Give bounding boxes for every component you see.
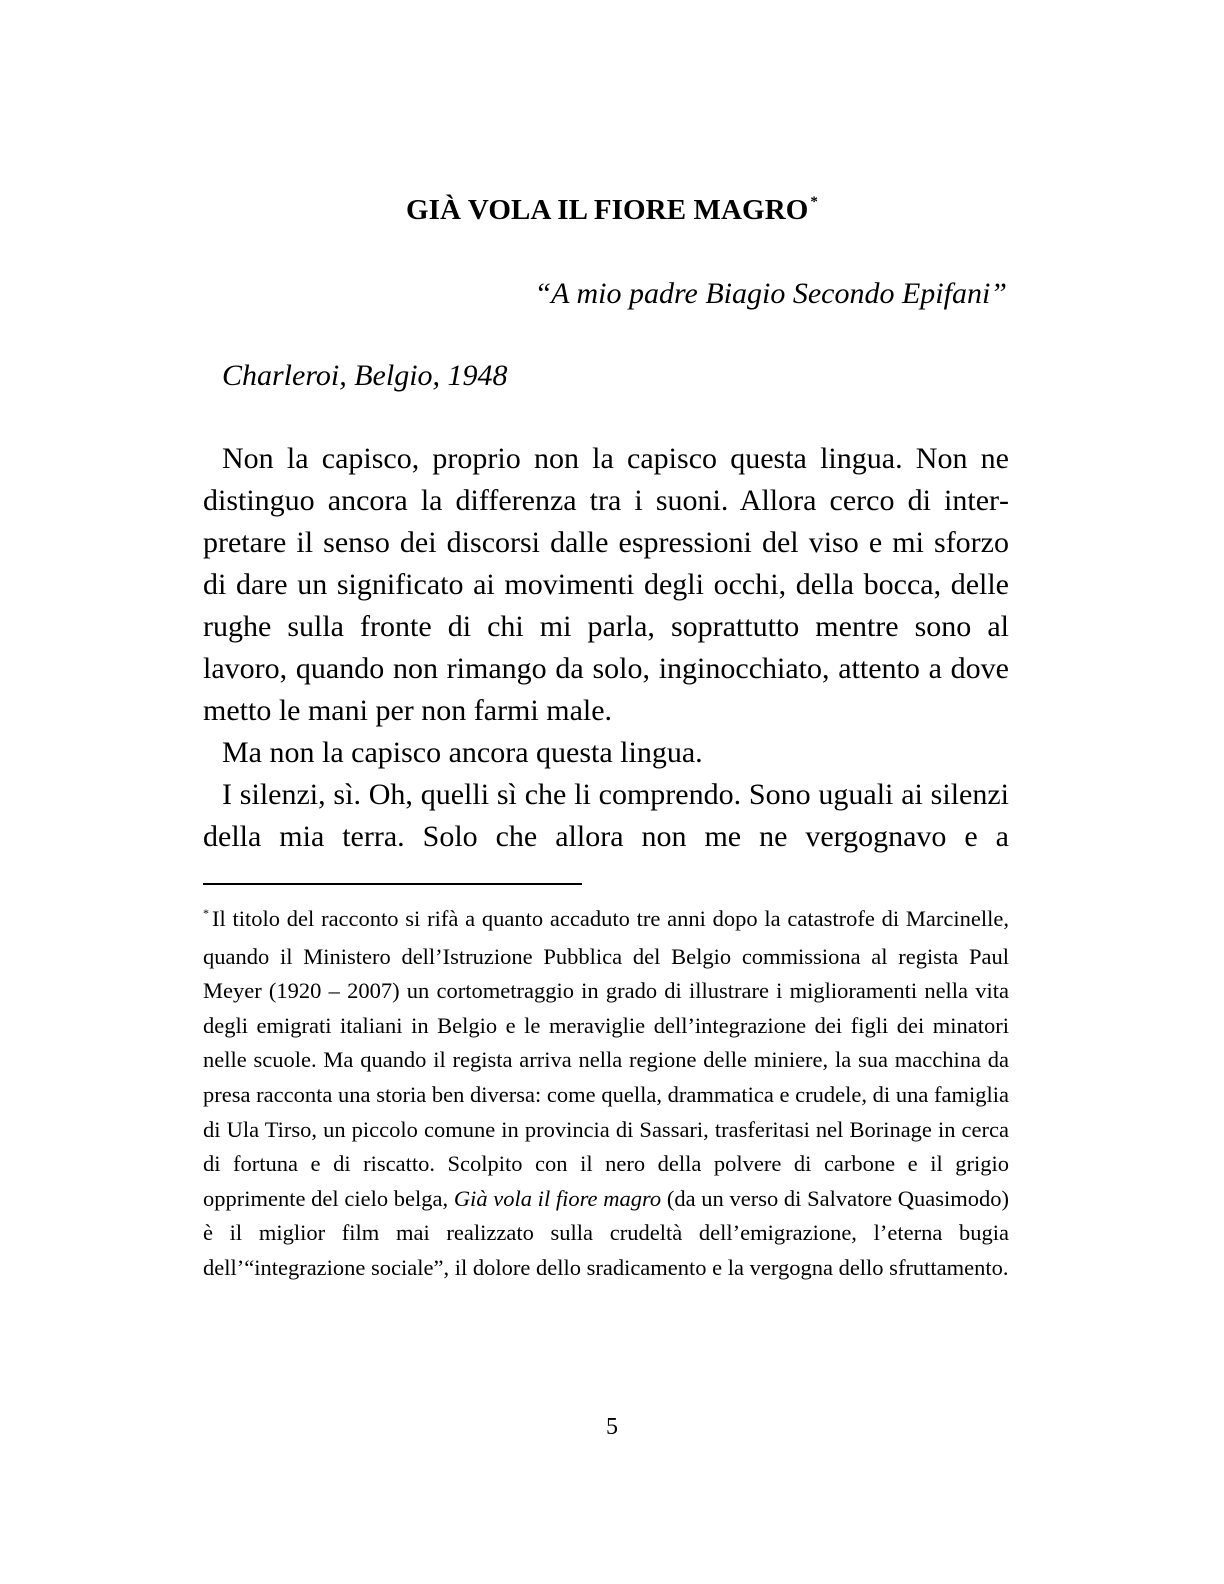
title-footnote-mark: * (810, 194, 819, 210)
body-paragraph: Non la capisco, proprio non la capisco questa lingua. Non ne distinguo ancora la differenza tra i suoni. Allora cerco di interpretare il senso dei discorsi dalle espressioni del viso e mi sforzo di dare un significato ai movimenti degli occhi, della bocca, delle rughe sulla fronte di chi mi parla, soprattutto mentre sono al lavoro, quando non rimango da solo, inginocchiato, attento a dove metto le mani per non farmi male. (203, 442, 1009, 727)
footnote-mark: * (203, 906, 209, 920)
footnote (203, 902, 1009, 1286)
page-number: 5 (606, 1414, 618, 1440)
place-date: Charleroi, Belgio, 1948 (222, 359, 508, 392)
dedication: “A mio padre Biagio Secondo Epifani” (534, 277, 1007, 310)
body-paragraph: Ma non la capisco ancora questa lingua. (222, 736, 703, 769)
body-text (203, 438, 1009, 858)
footnote-text-part-1: Il titolo del racconto si rifà a quanto accaduto tre anni dopo la catastrofe di Marcinelle, quando il Ministero dell’Istruzione Pubblica del Belgio commissiona al regista Paul Meyer (1920 – 2007) un cortometraggio in grado di illustrare i miglioramenti nella vita degli emigrati italiani in Belgio e le meraviglie dell’integrazione dei figli dei minatori nelle scuole. Ma quando il regista arriva nella regione delle miniere, la sua macchina da presa racconta una storia ben diversa: come quella, drammatica e crudele, di una famiglia di Ula Tirso, un piccolo comune in provincia di Sassari, trasferitasi nel Borinage in cerca di fortuna e di riscatto. Scolpito con il nero della polvere di carbone e il grigio opprimente del cielo belga, (203, 906, 1009, 1211)
chapter-title (0, 188, 1224, 237)
footnote-film-title: Già vola il fiore magro (453, 1185, 662, 1211)
footnote-divider (203, 883, 582, 885)
chapter-title-text: GIÀ VOLA IL FIORE MAGRO (405, 194, 809, 226)
footnote-text-part-2: (da un verso di Salvatore Quasimodo) è il miglior film mai realizzato sulla crudeltà dell’emigrazione, l’eterna bugia dell’“integrazione sociale”, il dolore dello sradicamento e la vergogna dello sfruttamento. (203, 1185, 1009, 1280)
body-paragraph: I silenzi, sì. Oh, quelli sì che li comprendo. Sono uguali ai silenzi della mia terra. Solo che allora non me ne vergognavo e a (203, 778, 1009, 853)
